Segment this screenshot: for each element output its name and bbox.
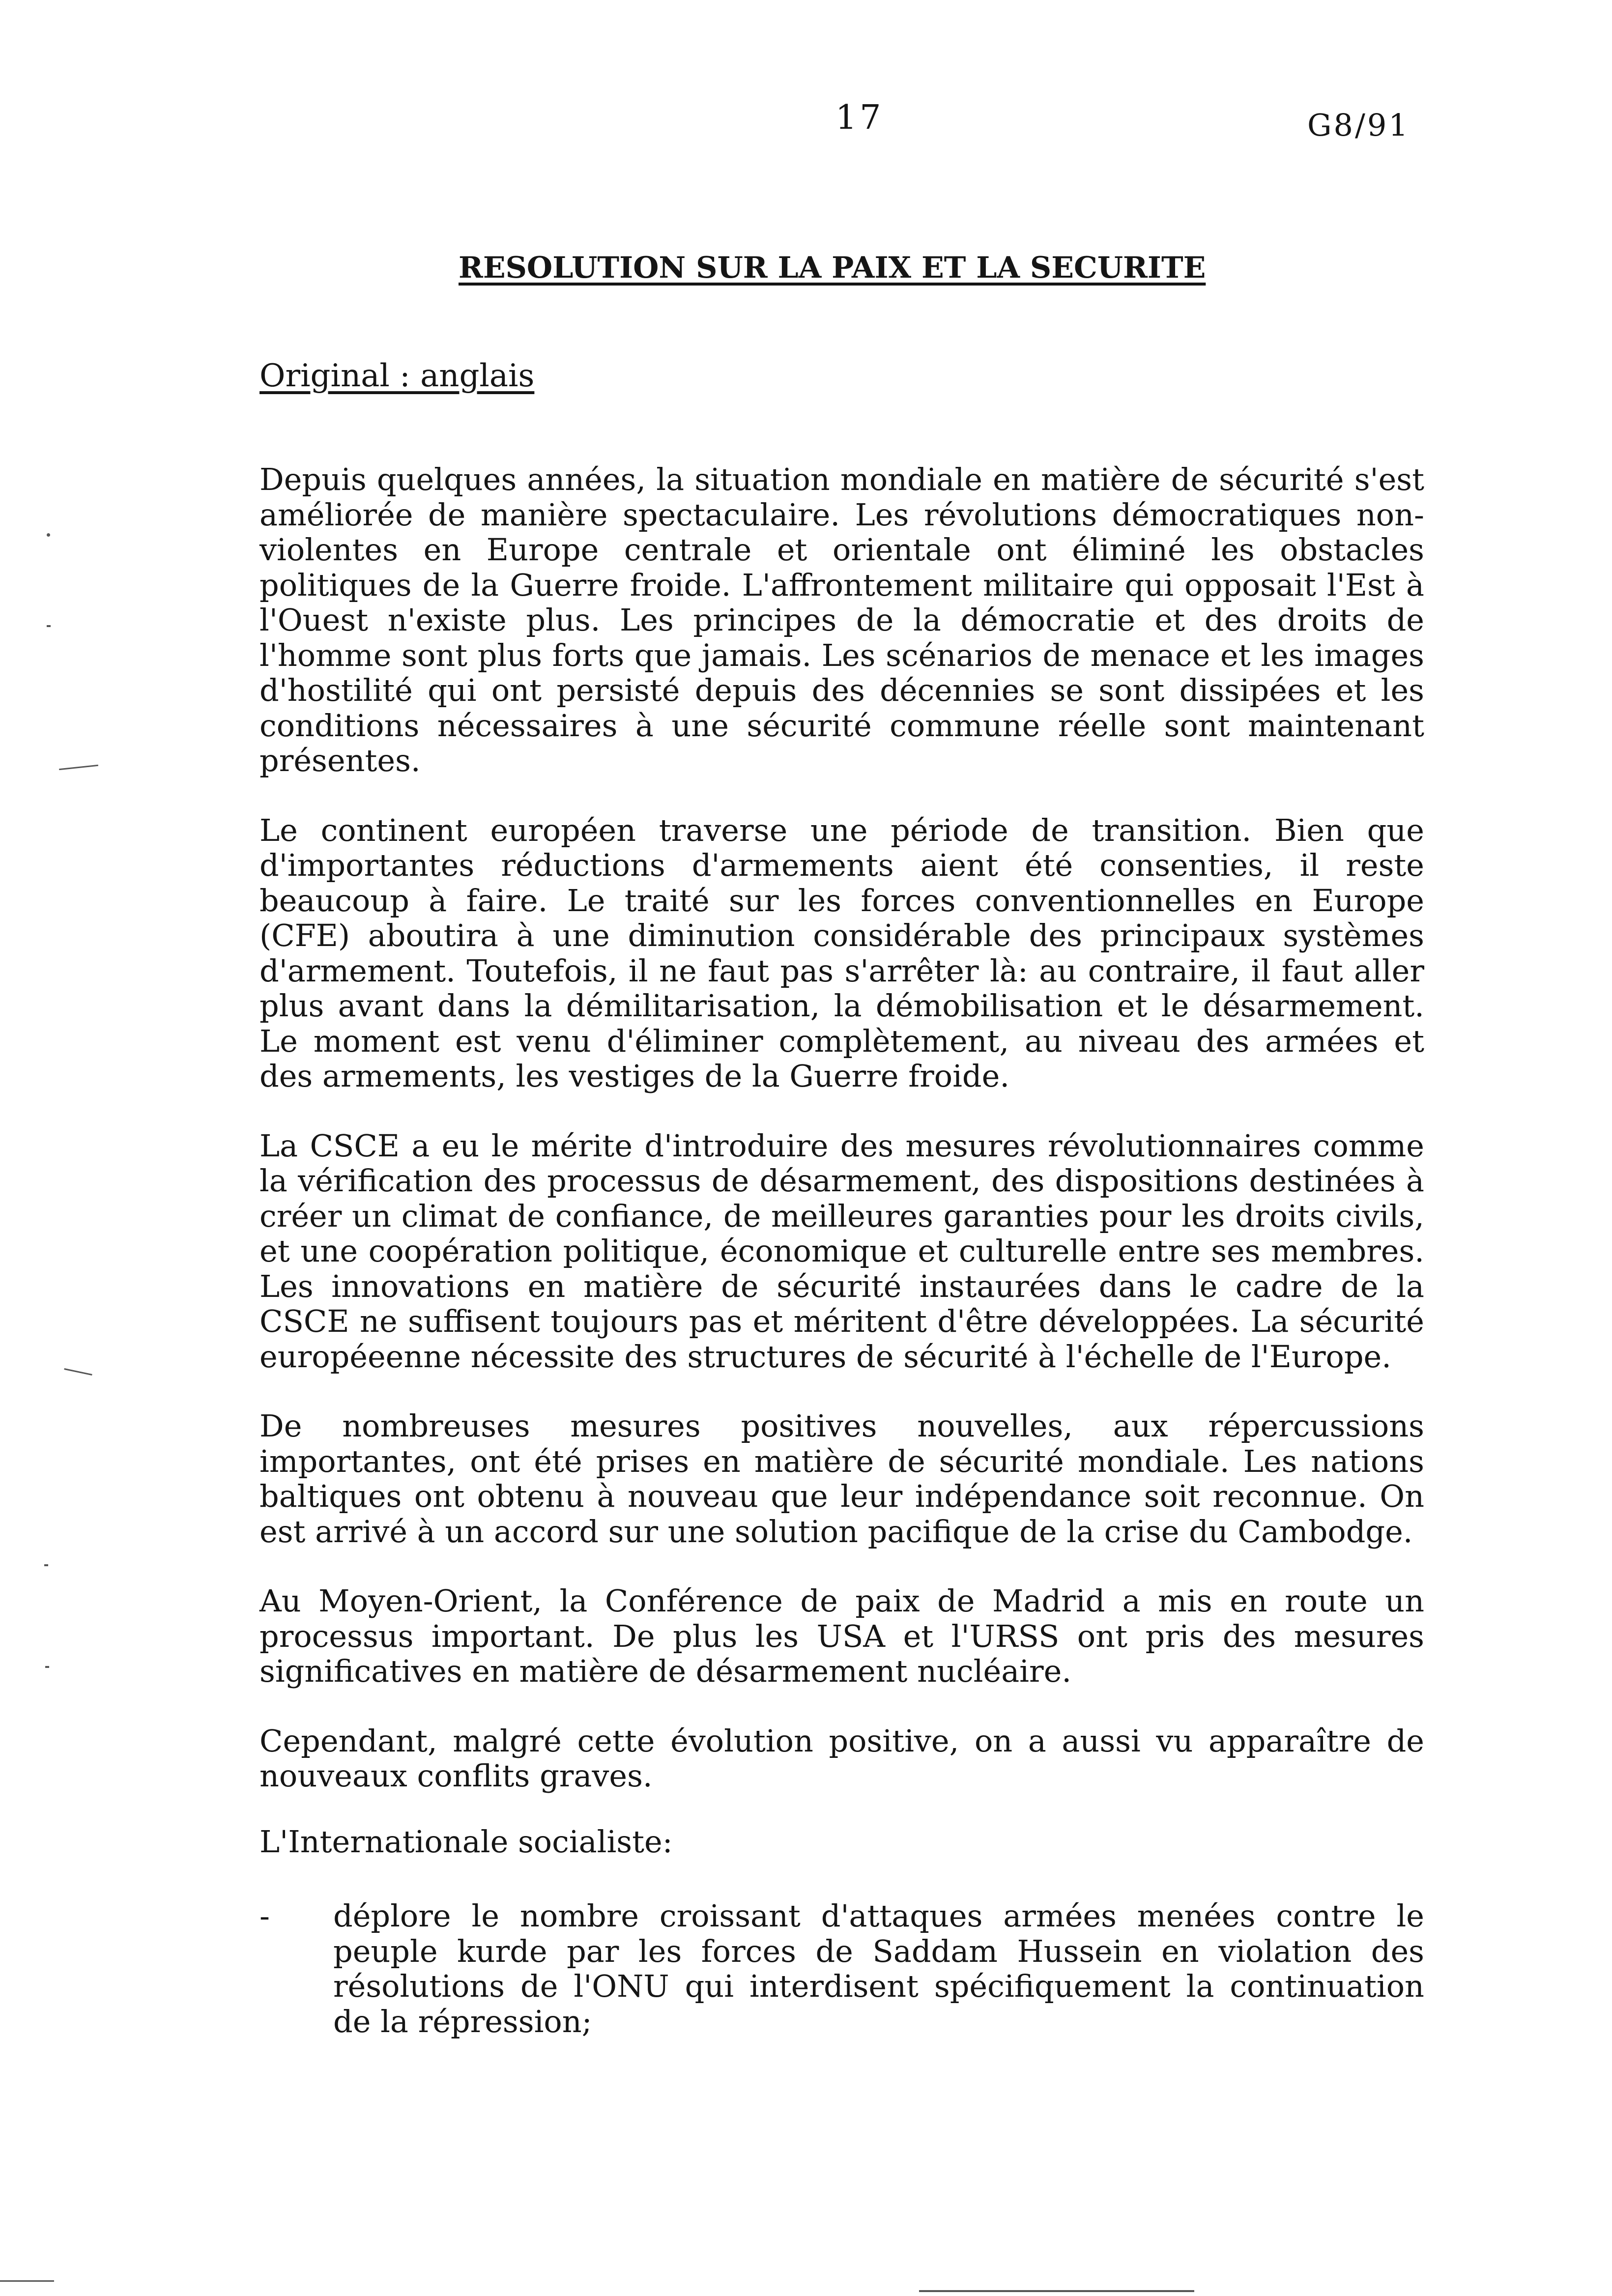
paragraph-5: Au Moyen-Orient, la Conférence de paix de Madrid a mis en route un processus important. De plus les USA et l'URSS ont pris des mesures significatives en matière de désarmement nucléaire. (259, 1583, 1424, 1689)
page-number: 17 (835, 98, 884, 137)
document-reference: G8/91 (1307, 107, 1410, 143)
scan-artifact-dash (59, 765, 98, 770)
scan-artifact-line (0, 2280, 54, 2282)
bullet-item (259, 1898, 1424, 2039)
document-body (259, 462, 1424, 2039)
paragraph-3: La CSCE a eu le mérite d'introduire des mesures révolutionnaires comme la vérification des processus de désarmement, des dispositions destinées à créer un climat de confiance, de meilleures garanties pour les droits civils, et une coopération politique, économique et culturelle entre ses membres. Les innovations en matière de sécurité instaurées dans le cadre de la CSCE ne suffisent toujours pas et méritent d'être développées. La sécurité européeenne nécessite des structures de sécurité à l'échelle de l'Europe. (259, 1127, 1424, 1375)
original-language-note: Original : anglais (259, 358, 535, 394)
intro-line: L'Internationale socialiste: (259, 1823, 673, 1860)
scan-artifact-dash (64, 1368, 92, 1376)
scan-artifact-line (919, 2290, 1194, 2292)
bullet-text: déplore le nombre croissant d'attaques armées menées contre le peuple kurde par les forces de Saddam Hussein en violation des résolutions de l'ONU qui interdisent spécifiquement la continuation de la répression; (333, 1898, 1424, 2039)
scan-artifact-dot (45, 1666, 49, 1668)
paragraph-2: Le continent européen traverse une période de transition. Bien que d'importantes réductions d'armements aient été consenties, il reste beaucoup à faire. Le traité sur les forces conventionnelles en Europe (CFE) aboutira à une diminution considérable des principaux systèmes d'armement. Toutefois, il ne faut pas s'arrêter là: au contraire, il faut aller plus avant dans la démilitarisation, la démobilisation et le désarmement. Le moment est venu d'éliminer complètement, au niveau des armées et des armements, les vestiges de la Guerre froide. (259, 812, 1424, 1094)
scan-artifact-dot (44, 1564, 48, 1566)
scan-artifact-dot (47, 625, 51, 627)
paragraph-6: Cependant, malgré cette évolution positive, on a aussi vu apparaître de nouveaux conflits graves. (259, 1722, 1424, 1794)
paragraph-4: De nombreuses mesures positives nouvelles, aux répercussions importantes, ont été prises en matière de sécurité mondiale. Les nations baltiques ont obtenu à nouveau que leur indépendance soit reconnue. On est arrivé à un accord sur une solution pacifique de la crise du Cambodge. (259, 1408, 1424, 1550)
paragraph-1: Depuis quelques années, la situation mondiale en matière de sécurité s'est améliorée de manière spectaculaire. Les révolutions démocratiques non-violentes en Europe centrale et orientale ont éliminé les obstacles politiques de la Guerre froide. L'affrontement militaire qui opposait l'Est à l'Ouest n'existe plus. Les principes de la démocratie et des droits de l'homme sont plus forts que jamais. Les scénarios de menace et les images d'hostilité qui ont persisté depuis des décennies se sont dissipées et les conditions nécessaires à une sécurité commune réelle sont maintenant présentes. (259, 461, 1424, 778)
resolution-title: RESOLUTION SUR LA PAIX ET LA SECURITE (459, 251, 1206, 285)
scan-artifact-dot (47, 533, 50, 537)
bullet-marker: - (259, 1898, 270, 1934)
